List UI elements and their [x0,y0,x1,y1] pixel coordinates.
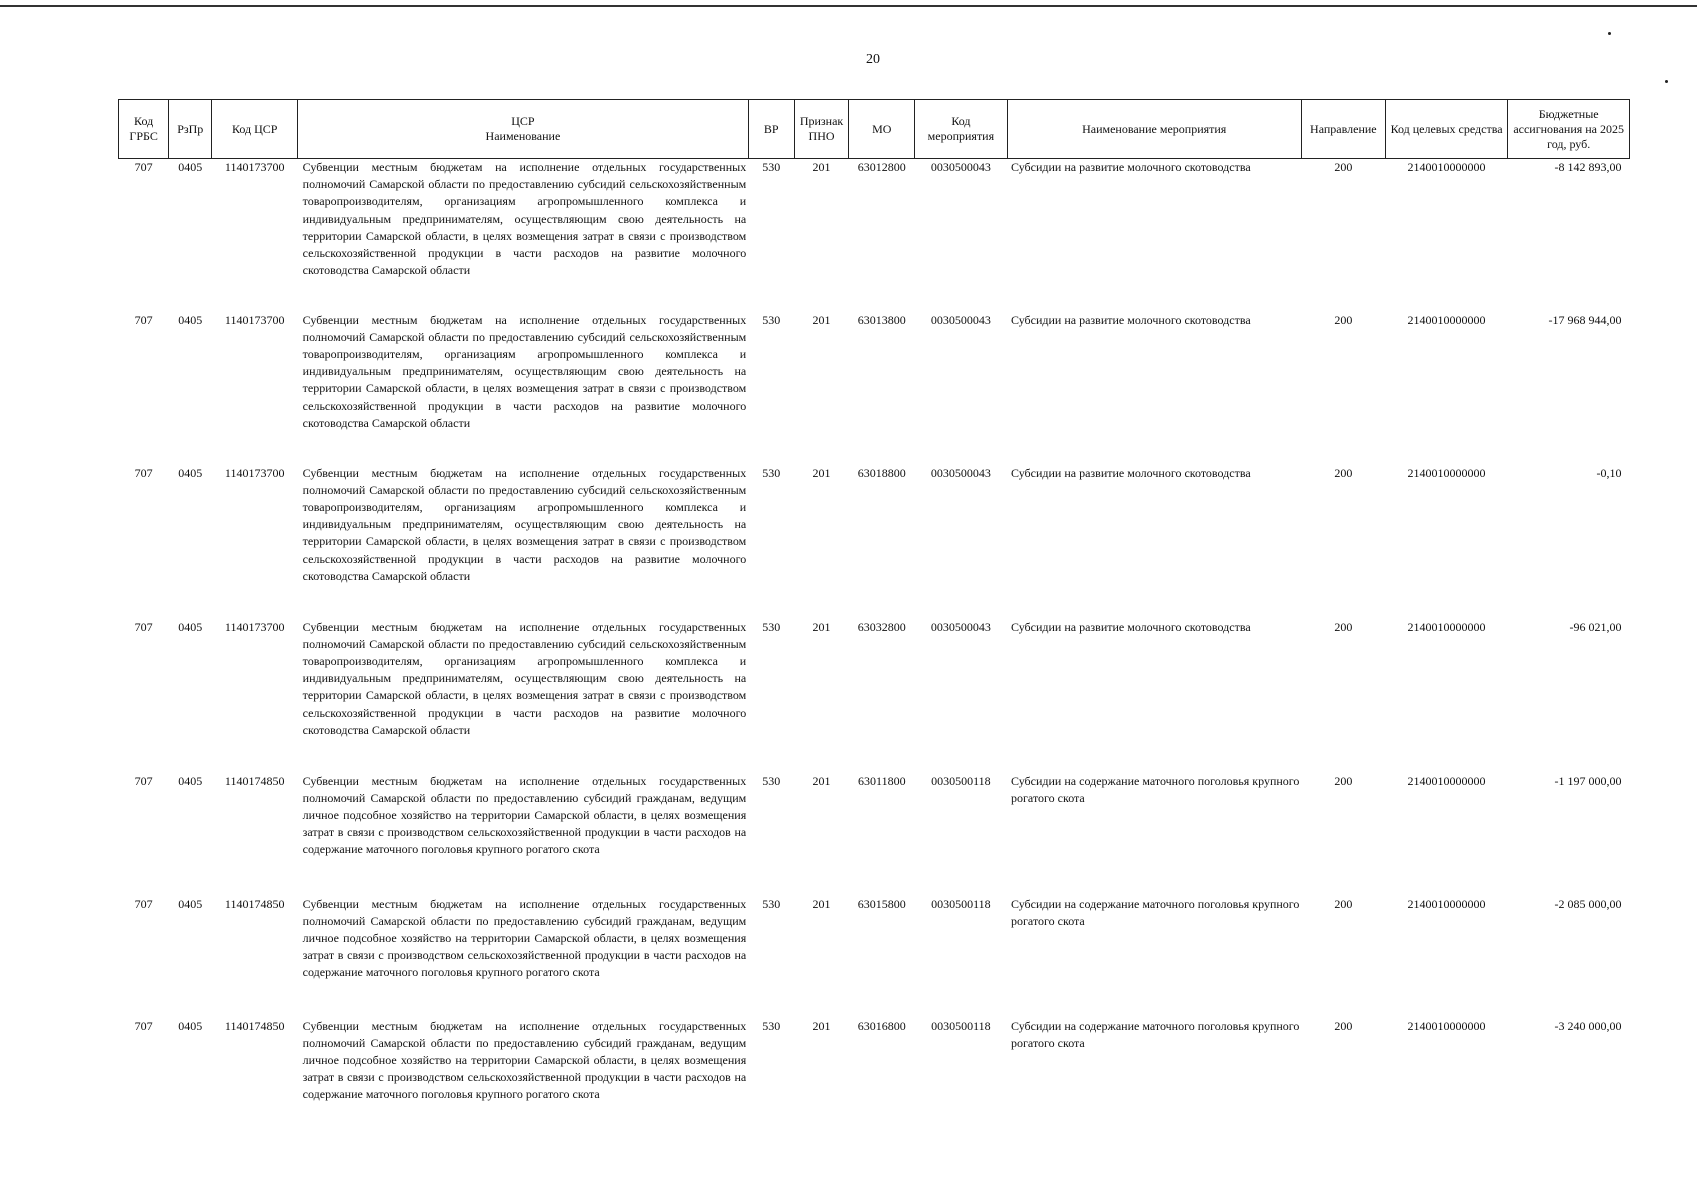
header-csr-name-line1: ЦСР [511,114,535,128]
cell-target-code: 2140010000000 [1407,465,1486,480]
cell-rzpr: 0405 [178,1018,203,1033]
cell-vr: 530 [762,1018,781,1033]
cell-csr-name: Субвенции местным бюджетам на исполнение отдельных государственных полномочий Самарской области по предоставлению субсидий сельскохозяйственным товаропроизводителям, организациям агропромышленного комплекса и индивидуальным предпринимателям, осуществляющим свою деятельность на территории Самарской области, в целях возмещения затрат в связи с производством сельскохозяйственной продукции в части расходов на развитие молочного скотоводства Самарской области [302,312,747,430]
cell-amount: -8 142 893,00 [1554,160,1622,174]
cell-event-code: 0030500043 [930,619,991,634]
header-event-code-line2: мероприятия [927,129,995,143]
cell-direction: 200 [1334,1018,1353,1033]
cell-amount: -96 021,00 [1569,619,1622,634]
table-row [119,1018,1630,1138]
cell-csr-name: Субвенции местным бюджетам на исполнение отдельных государственных полномочий Самарской области по предоставлению субсидий гражданам, ведущим личное подсобное хозяйство на территории Самарской области, в целях возмещения затрат в связи с производством сельскохозяйственной продукции в части расходов на содержание маточного поголовья крупного рогатого скота [302,773,747,857]
header-csr-name [298,100,749,159]
header-target-code: Код целевых средства [1385,100,1508,159]
cell-pno: 201 [812,896,831,911]
cell-event-code: 0030500043 [930,160,991,174]
cell-event-code: 0030500043 [930,312,991,327]
header-pno: Признак ПНО [794,100,848,159]
cell-vr: 530 [762,160,781,174]
cell-vr: 530 [762,465,781,480]
cell-vr: 530 [762,312,781,327]
cell-event-code: 0030500043 [930,465,991,480]
cell-csr-name: Субвенции местным бюджетам на исполнение отдельных государственных полномочий Самарской области по предоставлению субсидий сельскохозяйственным товаропроизводителям, организациям агропромышленного комплекса и индивидуальным предпринимателям, осуществляющим свою деятельность на территории Самарской области, в целях возмещения затрат в связи с производством сельскохозяйственной продукции в части расходов на развитие молочного скотоводства Самарской области [302,619,747,737]
cell-event-name: Субсидии на содержание маточного поголовья крупного рогатого скота [1011,773,1300,805]
cell-mo: 63011800 [858,773,906,788]
cell-mo: 63012800 [857,160,906,174]
budget-table [118,99,1630,1138]
cell-csr-name: Субвенции местным бюджетам на исполнение отдельных государственных полномочий Самарской области по предоставлению субсидий сельскохозяйственным товаропроизводителям, организациям агропромышленного комплекса и индивидуальным предпринимателям, осуществляющим свою деятельность на территории Самарской области, в целях возмещения затрат в связи с производством сельскохозяйственной продукции в части расходов на развитие молочного скотоводства Самарской области [302,465,747,583]
cell-event-name: Субсидии на развитие молочного скотоводства [1011,312,1251,327]
cell-event-name: Субсидии на развитие молочного скотоводства [1011,160,1251,174]
cell-csr-name: Субвенции местным бюджетам на исполнение отдельных государственных полномочий Самарской области по предоставлению субсидий сельскохозяйственным товаропроизводителям, организациям агропромышленного комплекса и индивидуальным предпринимателям, осуществляющим свою деятельность на территории Самарской области, в целях возмещения затрат в связи с производством сельскохозяйственной продукции в части расходов на развитие молочного скотоводства Самарской области [302,160,747,278]
cell-mo: 63013800 [857,312,906,327]
cell-mo: 63032800 [857,619,906,634]
header-vr: ВР [748,100,794,159]
cell-mo: 63015800 [857,896,906,911]
cell-direction: 200 [1334,773,1353,788]
table-row [119,773,1630,896]
cell-event-code: 0030500118 [931,896,991,911]
cell-csr-code: 1140173700 [224,312,285,327]
cell-csr-name: Субвенции местным бюджетам на исполнение отдельных государственных полномочий Самарской области по предоставлению субсидий гражданам, ведущим личное подсобное хозяйство на территории Самарской области, в целях возмещения затрат в связи с производством сельскохозяйственной продукции в части расходов на содержание маточного поголовья крупного рогатого скота [302,896,747,980]
cell-target-code: 2140010000000 [1407,312,1486,327]
cell-pno: 201 [812,312,831,327]
cell-csr-code: 1140174850 [224,1018,285,1033]
cell-target-code: 2140010000000 [1407,160,1486,174]
header-mo: МО [849,100,915,159]
cell-rzpr: 0405 [178,619,203,634]
cell-event-name: Субсидии на развитие молочного скотоводства [1011,619,1251,634]
cell-event-code: 0030500118 [931,1018,991,1033]
cell-amount: -3 240 000,00 [1554,1018,1622,1033]
cell-event-name: Субсидии на развитие молочного скотоводства [1011,465,1251,480]
cell-rzpr: 0405 [178,896,203,911]
table-row [119,896,1630,1018]
cell-target-code: 2140010000000 [1407,773,1486,788]
header-csr-name-line2: Наименование [485,129,561,143]
table-header-row [119,100,1630,159]
scan-speck [1608,32,1611,35]
cell-direction: 200 [1334,160,1353,174]
cell-event-name: Субсидии на содержание маточного поголовья крупного рогатого скота [1011,1018,1300,1050]
cell-csr-code: 1140174850 [224,773,285,788]
cell-rzpr: 0405 [178,312,203,327]
table-row [119,312,1630,465]
cell-target-code: 2140010000000 [1407,1018,1486,1033]
cell-csr-code: 1140173700 [224,465,285,480]
cell-csr-code: 1140173700 [224,619,285,634]
cell-grbs: 707 [134,312,153,327]
top-border-line [0,5,1697,7]
cell-grbs: 707 [134,896,153,911]
cell-direction: 200 [1334,619,1353,634]
cell-amount: -0,10 [1596,465,1622,480]
cell-rzpr: 0405 [178,773,203,788]
cell-pno: 201 [812,773,831,788]
cell-grbs: 707 [134,160,153,174]
cell-csr-code: 1140173700 [224,160,285,174]
cell-vr: 530 [762,619,781,634]
cell-event-code: 0030500118 [931,773,991,788]
cell-csr-name: Субвенции местным бюджетам на исполнение отдельных государственных полномочий Самарской области по предоставлению субсидий гражданам, ведущим личное подсобное хозяйство на территории Самарской области, в целях возмещения затрат в связи с производством сельскохозяйственной продукции в части расходов на содержание маточного поголовья крупного рогатого скота [302,1018,747,1102]
cell-target-code: 2140010000000 [1407,619,1486,634]
cell-rzpr: 0405 [178,465,203,480]
cell-pno: 201 [812,160,831,174]
header-event-name: Наименование мероприятия [1007,100,1301,159]
cell-amount: -2 085 000,00 [1554,896,1622,911]
header-grbs: Код ГРБС [119,100,169,159]
cell-mo: 63016800 [857,1018,906,1033]
cell-vr: 530 [762,773,781,788]
header-event-code-line1: Код [951,114,971,128]
table-row [119,159,1630,312]
header-direction: Направление [1301,100,1385,159]
header-event-code [915,100,1007,159]
header-rzpr: РзПр [169,100,212,159]
cell-target-code: 2140010000000 [1407,896,1486,911]
cell-rzpr: 0405 [178,160,203,174]
page-number: 20 [866,52,880,67]
cell-amount: -1 197 000,00 [1554,773,1622,788]
table-row [119,465,1630,619]
cell-grbs: 707 [134,465,153,480]
cell-pno: 201 [812,619,831,634]
cell-direction: 200 [1334,312,1353,327]
cell-amount: -17 968 944,00 [1548,312,1622,327]
cell-pno: 201 [812,1018,831,1033]
cell-direction: 200 [1334,896,1353,911]
table-row [119,619,1630,773]
cell-direction: 200 [1334,465,1353,480]
cell-mo: 63018800 [857,465,906,480]
scan-speck [1665,80,1668,83]
cell-event-name: Субсидии на содержание маточного поголовья крупного рогатого скота [1011,896,1300,928]
cell-pno: 201 [812,465,831,480]
header-amount: Бюджетные ассигнования на 2025 год, руб. [1508,100,1630,159]
cell-vr: 530 [762,896,781,911]
cell-grbs: 707 [134,1018,153,1033]
cell-grbs: 707 [134,773,153,788]
cell-csr-code: 1140174850 [224,896,285,911]
header-csr-code: Код ЦСР [212,100,298,159]
cell-grbs: 707 [134,619,153,634]
